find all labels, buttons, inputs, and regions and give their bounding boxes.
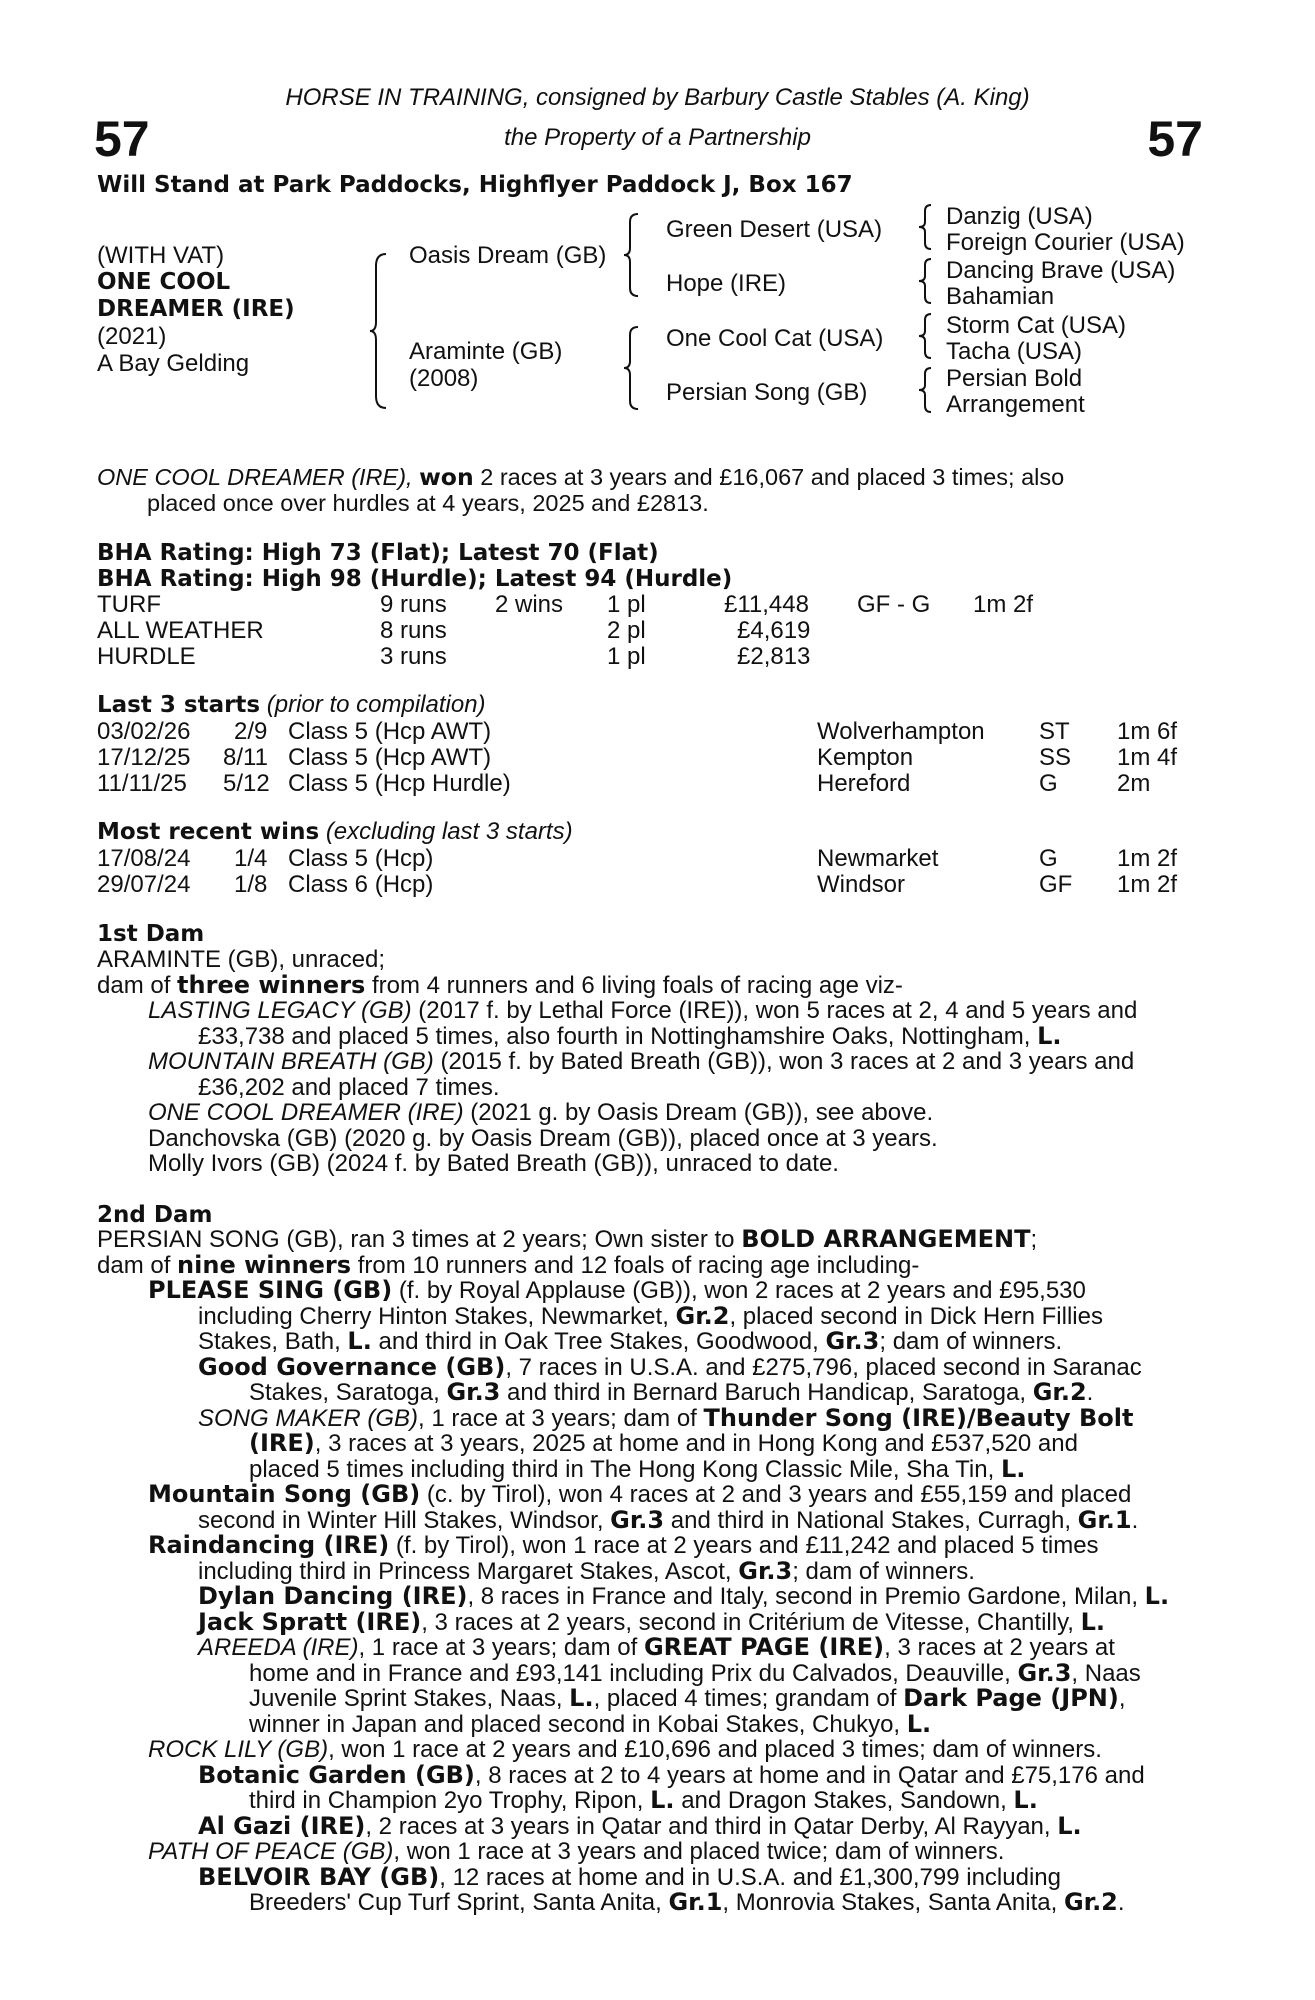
dam2-line [97, 1584, 1169, 1610]
dam1-line [97, 1126, 1137, 1152]
run-race: Class 6 (Hcp) [288, 871, 434, 898]
text: , 1 race at 3 years; dam of [418, 1404, 704, 1432]
text-bold: Gr.2 [675, 1301, 730, 1330]
text-bold: L. [569, 1684, 594, 1712]
dam2-line [97, 1737, 1169, 1763]
run-date: 03/02/26 [97, 718, 191, 745]
lot-number-right: 57 [1147, 111, 1203, 167]
summary-won: won [419, 463, 474, 491]
pedigree-sire: Oasis Dream (GB) [409, 242, 607, 269]
text-bold: L. [1057, 1811, 1082, 1840]
run-going: SS [1039, 744, 1072, 771]
lot-number-left: 57 [94, 111, 150, 167]
dam2-line [97, 1403, 1169, 1432]
dam1-line [97, 1075, 1137, 1101]
pedigree-gen3-7: Persian Bold [946, 365, 1083, 392]
last3-title: Last 3 starts [97, 692, 261, 718]
text-bold: L. [347, 1327, 372, 1355]
text-bold: PLEASE SING (GB) [148, 1276, 393, 1304]
pedigree-brace-dd [917, 366, 937, 414]
text-bold: Gr.3 [610, 1505, 665, 1534]
run-position: 1/8 [234, 871, 268, 898]
summary-rest: 2 races at 3 years and £16,067 and placed 3 times; also [480, 464, 1065, 490]
text-bold: BOLD ARRANGEMENT [741, 1225, 1031, 1253]
text: third in Champion 2yo Trophy, Ripon, [249, 1787, 651, 1814]
stats-surface: TURF [97, 591, 161, 618]
run-course: Wolverhampton [817, 718, 985, 745]
text: Breeders' Cup Turf Sprint, Santa Anita, [249, 1889, 669, 1916]
run-race: Class 5 (Hcp AWT) [288, 718, 492, 745]
text-bold: Good Governance (GB) [198, 1352, 506, 1381]
text: . [1086, 1379, 1094, 1406]
text-bold: L. [1037, 1021, 1062, 1050]
text: (f. by Tirol), won 1 race at 2 years and £11,242 and placed 5 times [389, 1532, 1099, 1559]
text: , 3 races at 2 years, second in Critérium de Vitesse, Chantilly, [421, 1608, 1081, 1636]
text: , Monrovia Stakes, Santa Anita, [722, 1889, 1064, 1916]
pedigree-sire-dam: Hope (IRE) [666, 270, 787, 297]
text: dam of [97, 971, 178, 999]
dam1-body [97, 947, 1137, 1177]
pedigree-brace-sire [622, 212, 644, 298]
run-course: Kempton [817, 744, 914, 771]
dam2-line [97, 1278, 1169, 1304]
text-bold: Thunder Song (IRE)/Beauty Bolt [703, 1403, 1134, 1432]
run-race: Class 5 (Hcp AWT) [288, 744, 492, 771]
dam2-line [97, 1431, 1169, 1457]
text-bold: BELVOIR BAY (GB) [198, 1862, 440, 1891]
dam2-line [97, 1709, 1169, 1738]
text: , won 1 race at 3 years and placed twice; dam of winners. [393, 1838, 1005, 1865]
dam1-line [97, 1049, 1137, 1075]
run-distance: 1m 2f [1117, 845, 1178, 872]
text: ; [1030, 1226, 1038, 1253]
dam2-line [97, 1788, 1169, 1814]
header-property: the Property of a Partnership [504, 124, 811, 151]
run-position: 8/11 [223, 744, 268, 771]
stats-wins: 2 wins [495, 591, 564, 618]
text: and Dragon Stakes, Sandown, [674, 1787, 1014, 1814]
pedigree-dam-dam: Persian Song (GB) [666, 379, 868, 406]
dam2-line [97, 1890, 1169, 1916]
stats-money: £4,619 [737, 617, 811, 644]
dam2-line [97, 1227, 1169, 1253]
text-bold: Gr.2 [1063, 1888, 1118, 1916]
text: winner in Japan and placed second in Kobai Stakes, Chukyo, [249, 1710, 907, 1738]
pedigree-gen3-1: Danzig (USA) [946, 203, 1093, 230]
text-italic: LASTING LEGACY (GB) [148, 997, 412, 1024]
text-bold: Dylan Dancing (IRE) [198, 1582, 468, 1610]
text-bold: Al Gazi (IRE) [198, 1811, 366, 1840]
text-bold: Gr.3 [738, 1556, 793, 1585]
run-going: ST [1039, 718, 1070, 745]
text: and third in Oak Tree Stakes, Goodwood, [371, 1328, 826, 1355]
text: placed 5 times including third in The Hong Kong Classic Mile, Sha Tin, [249, 1455, 1001, 1483]
run-distance: 1m 6f [1117, 718, 1178, 745]
dam2-line [97, 1380, 1169, 1406]
text: dam of [97, 1251, 178, 1279]
text: (f. by Royal Applause (GB)), won 2 races at 2 years and £95,530 [392, 1277, 1086, 1304]
text-bold: Botanic Garden (GB) [198, 1760, 475, 1789]
dam1-line [97, 970, 1137, 999]
run-date: 17/12/25 [97, 744, 191, 771]
pedigree-gen3-6: Tacha (USA) [946, 338, 1083, 365]
stats-surface: ALL WEATHER [97, 617, 264, 644]
text-bold: L. [1000, 1454, 1026, 1483]
stats-money: £2,813 [737, 643, 811, 670]
recent-row [97, 871, 1197, 897]
text: and third in National Stakes, Curragh, [664, 1506, 1078, 1534]
text-bold: nine winners [177, 1250, 352, 1279]
run-going: GF [1039, 871, 1073, 898]
text: , placed 4 times; grandam of [593, 1685, 904, 1712]
pedigree-dam-sire: One Cool Cat (USA) [666, 325, 884, 352]
dam2-title: 2nd Dam [97, 1202, 213, 1228]
text: (c. by Tirol), won 4 races at 2 and 3 years and £55,159 and placed [420, 1481, 1132, 1508]
pedigree-brace-main [368, 252, 392, 410]
vat-label: (WITH VAT) [97, 242, 225, 269]
stats-placed: 1 pl [607, 643, 646, 670]
run-course: Windsor [817, 871, 906, 898]
pedigree-brace-ds [917, 312, 937, 360]
text: Juvenile Sprint Stakes, Naas, [249, 1685, 570, 1712]
horse-name-line1: ONE COOL [97, 269, 231, 295]
text: , 3 races at 3 years, 2025 at home and in Hong Kong and £537,520 and [314, 1430, 1078, 1457]
dam2-line [97, 1250, 1169, 1279]
dam2-line [97, 1839, 1169, 1865]
dam2-line [97, 1635, 1169, 1661]
text: , 1 race at 3 years; dam of [358, 1634, 644, 1661]
pedigree-gen3-8: Arrangement [946, 391, 1085, 418]
text: and third in Bernard Baruch Handicap, Saratoga, [500, 1379, 1033, 1406]
run-course: Hereford [817, 770, 911, 797]
run-position: 1/4 [234, 845, 268, 872]
last3-row [97, 770, 1197, 796]
text-italic: ROCK LILY (GB) [148, 1736, 329, 1763]
text: including third in Princess Margaret Stakes, Ascot, [198, 1557, 739, 1585]
pedigree-dam: Araminte (GB) [409, 338, 563, 365]
text-bold: Mountain Song (GB) [148, 1480, 421, 1508]
pedigree-sire-sire: Green Desert (USA) [666, 216, 883, 243]
stats-row-hurdle [97, 643, 1197, 669]
dam2-line [97, 1301, 1169, 1330]
run-distance: 1m 2f [1117, 871, 1178, 898]
recent-heading [97, 819, 573, 845]
text: , 8 races in France and Italy, second in Premio Gardone, Milan, [467, 1583, 1145, 1610]
dam1-line [97, 947, 1137, 973]
text-italic: MOUNTAIN BREATH (GB) [148, 1048, 434, 1075]
header-consignor: HORSE IN TRAINING, consigned by Barbury Castle Stables (A. King) [285, 84, 1030, 111]
text-bold: three winners [177, 970, 366, 999]
run-date: 11/11/25 [97, 770, 187, 797]
run-position: 2/9 [234, 718, 268, 745]
text: , [1118, 1685, 1126, 1712]
last3-note: (prior to compilation) [266, 691, 486, 718]
rating-flat: BHA Rating: High 73 (Flat); Latest 70 (Flat) [97, 540, 659, 566]
run-date: 29/07/24 [97, 871, 191, 898]
text: from 4 runners and 6 living foals of racing age viz- [365, 971, 903, 999]
dam2-line [97, 1505, 1169, 1534]
dam2-line [97, 1556, 1169, 1585]
text-bold: L. [906, 1709, 932, 1738]
text-italic: AREEDA (IRE) [198, 1634, 359, 1661]
text-italic: PATH OF PEACE (GB) [148, 1838, 394, 1865]
pedigree-gen3-3: Dancing Brave (USA) [946, 257, 1176, 284]
run-course: Newmarket [817, 845, 939, 872]
text: Stakes, Saratoga, [249, 1379, 447, 1406]
pedigree-gen3-2: Foreign Courier (USA) [946, 229, 1185, 256]
stats-going: GF - G [857, 591, 931, 618]
text: Stakes, Bath, [198, 1328, 348, 1355]
text-italic: SONG MAKER (GB) [198, 1404, 419, 1432]
horse-description: A Bay Gelding [97, 350, 250, 377]
run-going: G [1039, 845, 1058, 872]
text-bold: Gr.3 [1017, 1658, 1072, 1687]
text: £36,202 and placed 7 times. [198, 1073, 500, 1101]
text: , 7 races in U.S.A. and £275,796, placed second in Saranac [505, 1353, 1142, 1381]
text: , 2 races at 3 years in Qatar and third in Qatar Derby, Al Rayyan, [365, 1812, 1058, 1840]
text: (2021 g. by Oasis Dream (GB)), see above. [463, 1099, 934, 1126]
dam2-line [97, 1658, 1169, 1687]
dam1-line [97, 1151, 1137, 1177]
dam2-line [97, 1607, 1169, 1636]
recent-note: (excluding last 3 starts) [325, 818, 573, 845]
text: from 10 runners and 12 foals of racing age including- [351, 1251, 920, 1279]
summary-horse-name: ONE COOL DREAMER (IRE), [97, 464, 413, 490]
dam2-line [97, 1811, 1169, 1840]
pedigree-gen3-5: Storm Cat (USA) [946, 312, 1127, 339]
text-bold: GREAT PAGE (IRE) [643, 1633, 885, 1661]
text: ; dam of winners. [792, 1557, 975, 1585]
dam2-line [97, 1482, 1169, 1508]
text-bold: Gr.1 [668, 1888, 723, 1916]
dam2-line [97, 1760, 1169, 1789]
summary-line1 [97, 464, 1064, 490]
stats-runs: 3 runs [380, 643, 447, 670]
dam1-line [97, 1100, 1137, 1126]
text: . [1131, 1506, 1139, 1534]
pedigree-brace-sd [917, 257, 937, 305]
text: PERSIAN SONG (GB), ran 3 times at 2 years; Own sister to [97, 1226, 742, 1253]
text: Molly Ivors (GB) (2024 f. by Bated Breath (GB)), unraced to date. [148, 1150, 839, 1177]
stats-money: £11,448 [724, 591, 809, 618]
text-bold: L. [1013, 1786, 1038, 1814]
horse-name-line2: DREAMER (IRE) [97, 296, 295, 322]
run-going: G [1039, 770, 1058, 797]
stats-row-turf [97, 591, 1197, 617]
dam1-line [97, 1021, 1137, 1050]
last3-heading [97, 692, 486, 718]
stats-placed: 2 pl [607, 617, 646, 644]
text-bold: Gr.2 [1032, 1378, 1087, 1406]
text: (2017 f. by Lethal Force (IRE)), won 5 races at 2, 4 and 5 years and [411, 997, 1138, 1024]
run-distance: 2m [1117, 770, 1151, 797]
stats-placed: 1 pl [607, 591, 646, 618]
dam2-line [97, 1352, 1169, 1381]
dam2-line [97, 1533, 1169, 1559]
last3-row [97, 744, 1197, 770]
text-bold: L. [1080, 1607, 1106, 1636]
run-race: Class 5 (Hcp) [288, 845, 434, 872]
text-italic: ONE COOL DREAMER (IRE) [148, 1099, 464, 1126]
dam2-line [97, 1329, 1169, 1355]
text: Danchovska (GB) (2020 g. by Oasis Dream (GB)), placed once at 3 years. [148, 1124, 938, 1152]
text-bold: (IRE) [249, 1429, 315, 1457]
dam2-line [97, 1454, 1169, 1483]
dam1-line [97, 998, 1137, 1024]
text: ARAMINTE (GB), unraced; [97, 946, 386, 973]
text: , 8 races at 2 to 4 years at home and in Qatar and £75,176 and [474, 1761, 1145, 1789]
summary-line2: placed once over hurdles at 4 years, 2025 and £2813. [147, 490, 709, 516]
text-bold: Gr.1 [1077, 1505, 1132, 1534]
stand-location: Will Stand at Park Paddocks, Highflyer Paddock J, Box 167 [97, 172, 853, 198]
text: including Cherry Hinton Stakes, Newmarket, [198, 1302, 676, 1330]
text: £33,738 and placed 5 times, also fourth in Nottinghamshire Oaks, Nottingham, [198, 1022, 1038, 1050]
run-date: 17/08/24 [97, 845, 191, 872]
pedigree-brace-ss [917, 203, 937, 251]
horse-year: (2021) [97, 323, 167, 350]
dam2-line [97, 1686, 1169, 1712]
text: , 3 races at 2 years at [884, 1634, 1115, 1661]
run-position: 5/12 [223, 770, 270, 797]
text: (2015 f. by Bated Breath (GB)), won 3 races at 2 and 3 years and [433, 1048, 1135, 1075]
dam1-title: 1st Dam [97, 921, 205, 947]
text: second in Winter Hill Stakes, Windsor, [198, 1506, 611, 1534]
text-bold: Gr.3 [825, 1327, 880, 1355]
dam2-line [97, 1862, 1169, 1891]
text: , won 1 race at 2 years and £10,696 and placed 3 times; dam of winners. [328, 1736, 1102, 1763]
text: . [1117, 1889, 1125, 1916]
run-race: Class 5 (Hcp Hurdle) [288, 770, 511, 797]
text: , Naas [1071, 1659, 1141, 1687]
stats-row-all-weather [97, 617, 1197, 643]
text-bold: L. [1144, 1582, 1170, 1610]
text: home and in France and £93,141 including Prix du Calvados, Deauville, [249, 1659, 1018, 1687]
pedigree-brace-dam [622, 325, 644, 411]
stats-runs: 9 runs [380, 591, 447, 618]
rating-hurdle: BHA Rating: High 98 (Hurdle); Latest 94 (Hurdle) [97, 566, 733, 592]
text: , placed second in Dick Hern Fillies [729, 1302, 1103, 1330]
text: ; dam of winners. [879, 1328, 1063, 1355]
run-distance: 1m 4f [1117, 744, 1178, 771]
text-bold: Dark Page (JPN) [903, 1684, 1119, 1712]
text-bold: L. [650, 1786, 675, 1814]
text-bold: Raindancing (IRE) [148, 1531, 390, 1559]
pedigree-gen3-4: Bahamian [946, 283, 1055, 310]
stats-surface: HURDLE [97, 643, 196, 670]
dam2-body [97, 1227, 1169, 1916]
recent-row [97, 845, 1197, 871]
recent-title: Most recent wins [97, 819, 320, 845]
stats-distance: 1m 2f [973, 591, 1034, 618]
stats-runs: 8 runs [380, 617, 447, 644]
text-bold: Gr.3 [446, 1378, 501, 1406]
last3-row [97, 718, 1197, 744]
text: , 12 races at home and in U.S.A. and £1,300,799 including [439, 1863, 1061, 1891]
text-bold: Jack Spratt (IRE) [198, 1607, 422, 1636]
pedigree-dam-year: (2008) [409, 365, 479, 392]
